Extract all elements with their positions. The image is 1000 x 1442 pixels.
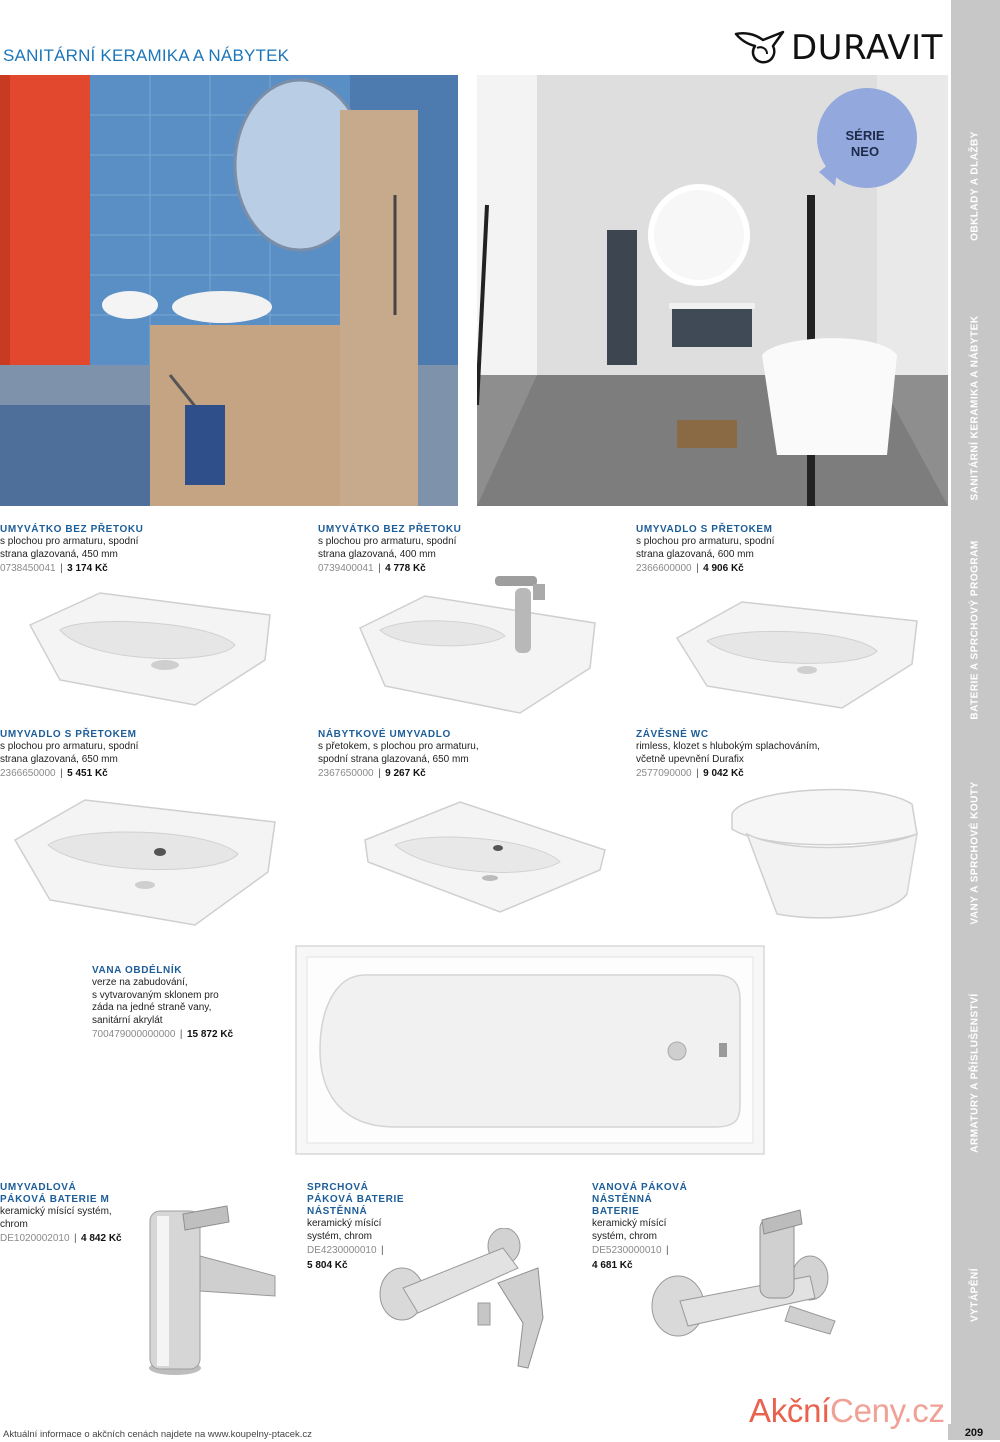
product-title: PÁKOVÁ BATERIE M [0,1194,110,1205]
product-code: 2366650000 [0,768,56,779]
product-item: SPRCHOVÁ PÁKOVÁ BATERIE NÁSTĚNNÁ keramický mísící systém, chrom DE4230000010 | 5 804 Kč [307,1182,457,1272]
product-desc: včetně upevnění Durafix [636,753,744,765]
product-item: VANOVÁ PÁKOVÁ NÁSTĚNNÁ BATERIE keramický mísící systém, chrom DE5230000010 | 4 681 Kč [592,1182,742,1272]
product-title: PÁKOVÁ BATERIE [307,1194,405,1205]
product-desc: strana glazovaná, 450 mm [0,548,118,560]
product-title: SPRCHOVÁ [307,1182,369,1193]
product-title: VANOVÁ PÁKOVÁ [592,1182,688,1193]
product-item: UMYVÁTKO BEZ PŘETOKU s plochou pro armaturu, spodní strana glazovaná, 450 mm 0738450041 | 3 174 Kč [0,524,300,576]
product-title: BATERIE [592,1206,640,1217]
product-image-basin-mixer [145,1196,285,1376]
product-code: 2577090000 [636,768,692,779]
product-title: NÁSTĚNNÁ [307,1206,368,1217]
sidebar-item-label: VYTÁPĚNÍ [969,1267,981,1323]
product-code: 2367650000 [318,768,374,779]
product-desc: systém, chrom [307,1230,373,1242]
series-badge [809,86,921,198]
product-desc: s plochou pro armaturu, spodní [0,741,139,752]
product-title: UMYVADLOVÁ [0,1182,77,1193]
product-code: DE1020002010 [0,1233,70,1244]
product-price: 4 906 Kč [703,563,744,574]
product-code: 2366600000 [636,563,692,574]
product-title: NÁBYTKOVÉ UMYVADLO [318,729,451,740]
product-desc: strana glazovaná, 650 mm [0,753,118,765]
product-desc: keramický mísící [307,1218,382,1229]
duravit-bird-icon [733,24,791,68]
product-image-bathtub [295,945,765,1155]
product-title: UMYVADLO S PŘETOKEM [0,729,137,740]
product-desc: systém, chrom [592,1230,658,1242]
product-item: UMYVADLOVÁ PÁKOVÁ BATERIE M keramický mísící systém, chrom DE1020002010 | 4 842 Kč [0,1182,150,1246]
bathroom-photo-left [0,75,458,506]
product-image-wall-hung-toilet [722,774,932,924]
product-price: 5 804 Kč [307,1259,348,1271]
product-image-shower-mixer [378,1228,578,1378]
product-desc: verze na zabudování, [92,977,188,988]
sidebar-item-label: BATERIE A SPRCHOVÝ PROGRAM [969,540,981,720]
sidebar-item-label: ARMATURY A PŘÍSLUŠENSTVÍ [969,993,981,1153]
product-code: DE4230000010 [307,1245,377,1256]
product-desc: strana glazovaná, 400 mm [318,548,436,560]
product-desc: s plochou pro armaturu, spodní [318,536,457,547]
product-desc: chrom [0,1218,28,1230]
product-price: 9 042 Kč [703,768,744,779]
product-title: ZÁVĚSNÉ WC [636,729,709,740]
product-code: DE5230000010 [592,1245,662,1256]
product-desc: sanitární akrylát [92,1014,163,1026]
product-title: UMYVADLO S PŘETOKEM [636,524,773,535]
product-price: 4 681 Kč [592,1259,633,1271]
product-desc: keramický mísící [592,1218,667,1229]
footer-note: Aktuální informace o akčních cenách najdete na www.koupelny-ptacek.cz [3,1429,312,1440]
product-image-furniture-washbasin [360,800,608,915]
product-desc: s plochou pro armaturu, spodní [636,536,775,547]
product-item: NÁBYTKOVÉ UMYVADLO s přetokem, s plochou pro armaturu, spodní strana glazovaná, 650 mm 2367650000 | 9 267 Kč [318,729,618,781]
product-image-small-washbasin-with-tap [355,568,600,718]
product-desc: strana glazovaná, 600 mm [636,548,754,560]
brand-name: DURAVIT [791,28,943,68]
product-price: 4 842 Kč [81,1233,122,1244]
product-title: NÁSTĚNNÁ [592,1194,653,1205]
product-item: UMYVADLO S PŘETOKEM s plochou pro armaturu, spodní strana glazovaná, 650 mm 2366650000 | 5 451 Kč [0,729,300,781]
product-image-washbasin [672,596,920,716]
product-desc: spodní strana glazovaná, 650 mm [318,753,469,765]
watermark [749,1392,945,1430]
product-code: 0739400041 [318,563,374,574]
product-item: UMYVÁTKO BEZ PŘETOKU s plochou pro armaturu, spodní strana glazovaná, 400 mm 0739400041 | 4 778 Kč [318,524,618,576]
product-item: ZÁVĚSNÉ WC rimless, klozet s hlubokým splachováním, včetně upevnění Durafix 2577090000 | 9 042 Kč [636,729,946,781]
brand-logo [733,24,943,68]
product-code: 0738450041 [0,563,56,574]
product-image-small-washbasin [20,585,275,720]
product-image-washbasin [10,790,280,930]
product-desc: záda na jedné straně vany, [92,1002,212,1013]
product-code: 700479000000000 [92,1029,176,1040]
product-price: 9 267 Kč [385,768,426,779]
watermark-part1: Akční [749,1392,831,1429]
product-price: 4 778 Kč [385,563,426,574]
product-item: UMYVADLO S PŘETOKEM s plochou pro armaturu, spodní strana glazovaná, 600 mm 2366600000 | 4 906 Kč [636,524,936,576]
product-desc: s plochou pro armaturu, spodní [0,536,139,547]
product-title: VANA OBDÉLNÍK [92,965,183,976]
sidebar-item-label: SANITÁRNÍ KERAMIKA A NÁBYTEK [969,315,981,501]
product-desc: rimless, klozet s hlubokým splachováním, [636,741,820,752]
section-title: SANITÁRNÍ KERAMIKA A NÁBYTEK [3,46,290,65]
product-title: UMYVÁTKO BEZ PŘETOKU [0,524,144,535]
series-badge-line1: SÉRIE [845,128,885,143]
product-desc: s přetokem, s plochou pro armaturu, [318,741,479,752]
sidebar-item-label: OBKLADY A DLAŽBY [969,131,981,241]
product-item: VANA OBDÉLNÍK verze na zabudování, s vytvarovaným sklonem pro záda na jedné straně vany, sanitární akrylát 700479000000000 | 15 872 Kč [92,965,292,1042]
product-title: UMYVÁTKO BEZ PŘETOKU [318,524,462,535]
watermark-part2: Ceny.cz [830,1392,945,1429]
sidebar-item-label: VANY A SPRCHOVÉ KOUTY [969,781,981,925]
product-price: 5 451 Kč [67,768,108,779]
category-sidebar [951,0,1000,1440]
product-price: 15 872 Kč [186,1029,234,1040]
product-image-bath-mixer [650,1206,850,1346]
product-desc: s vytvarovaným sklonem pro [92,989,219,1001]
product-desc: keramický mísící systém, [0,1206,112,1217]
page-number: 209 [948,1424,1000,1440]
series-badge-line2: NEO [850,144,880,159]
product-price: 3 174 Kč [67,563,108,574]
